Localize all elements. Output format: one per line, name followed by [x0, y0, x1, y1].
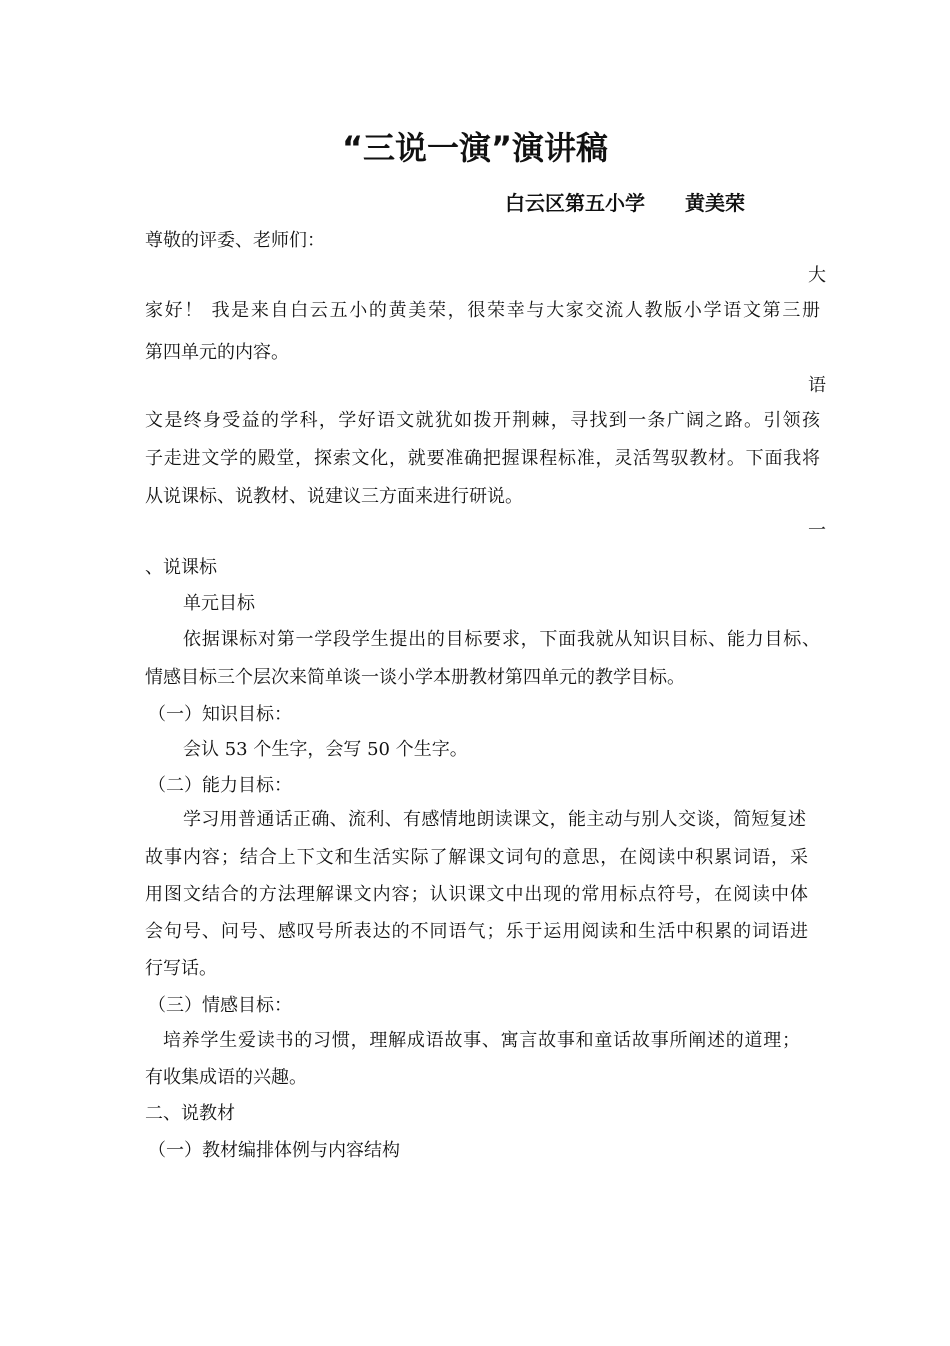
body-line: 依据课标对第一学段学生提出的目标要求，下面我就从知识目标、能力目标、 — [183, 629, 820, 650]
body-line: 家好！ 我是来自白云五小的黄美荣，很荣幸与大家交流人教版小学语文第三册 — [145, 300, 820, 321]
body-line: 情感目标三个层次来简单谈一谈小学本册教材第四单元的教学目标。 — [145, 667, 685, 688]
paragraph-start-char: 一 — [808, 520, 826, 541]
body-line: 会句号、问号、感叹号所表达的不同语气；乐于运用阅读和生活中积累的词语进 — [145, 921, 808, 942]
body-line: 从说课标、说教材、说建议三方面来进行研说。 — [145, 486, 523, 507]
author-line — [505, 189, 745, 217]
body-line: 文是终身受益的学科，学好语文就犹如拨开荆棘，寻找到一条广阔之路。引领孩 — [145, 410, 820, 431]
body-line: 会认 53 个生字，会写 50 个生字。 — [183, 739, 468, 760]
author-name: 黄美荣 — [685, 191, 745, 215]
document-title: “三说一演”演讲稿 — [341, 129, 609, 167]
salutation: 尊敬的评委、老师们： — [145, 230, 325, 251]
item-heading: （一）教材编排体例与内容结构 — [148, 1140, 400, 1161]
subsection-heading: 单元目标 — [183, 593, 255, 614]
section-heading: 二、说教材 — [145, 1103, 235, 1124]
body-line: 行写话。 — [145, 958, 217, 979]
author-school: 白云区第五小学 — [505, 191, 645, 215]
body-line: 子走进文学的殿堂，探索文化，就要准确把握课程标准，灵活驾驭教材。下面我将 — [145, 448, 820, 469]
body-line: 有收集成语的兴趣。 — [145, 1067, 307, 1088]
body-line: 学习用普通话正确、流利、有感情地朗读课文，能主动与别人交谈，简短复述 — [183, 809, 806, 830]
paragraph-start-char: 大 — [808, 265, 826, 286]
body-line: 用图文结合的方法理解课文内容；认识课文中出现的常用标点符号，在阅读中体 — [145, 884, 808, 905]
paragraph-start-char: 语 — [808, 375, 826, 396]
body-line: 故事内容；结合上下文和生活实际了解课文词句的意思，在阅读中积累词语，采 — [145, 847, 808, 868]
item-heading: （二）能力目标： — [148, 775, 292, 796]
item-heading: （三）情感目标： — [148, 995, 292, 1016]
item-heading: （一）知识目标： — [148, 704, 292, 725]
body-line: 第四单元的内容。 — [145, 342, 289, 363]
section-heading: 、说课标 — [145, 557, 217, 578]
body-line: 培养学生爱读书的习惯，理解成语故事、寓言故事和童话故事所阐述的道理； — [163, 1030, 800, 1051]
